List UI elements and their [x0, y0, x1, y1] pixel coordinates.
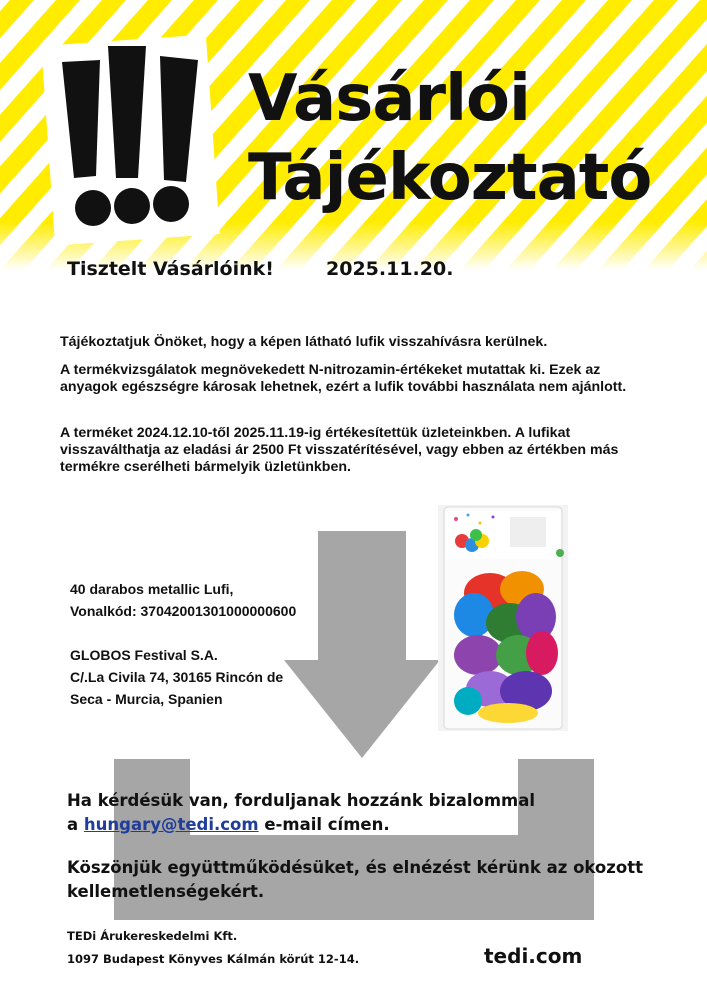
footer-company: TEDi Árukereskedelmi Kft. [67, 929, 238, 943]
greeting: Tisztelt Vásárlóink! [67, 258, 274, 280]
paragraph-reason: A termékvizsgálatok megnövekedett N-nitrozamin-értékeket mutattak ki. Ezek az anyagok egészségre károsak lehetnek, ezért a lufik további használata nem ajánlott. [60, 362, 627, 395]
brand-website: tedi.com [484, 944, 583, 968]
contact-suffix: e-mail címen. [258, 815, 390, 834]
email-link[interactable]: hungary@tedi.com [83, 815, 259, 834]
product-photo [438, 505, 568, 731]
footer-address: 1097 Budapest Könyves Kálmán körút 12-14. [67, 952, 360, 966]
page-title-line1: Vásárlói [248, 62, 530, 136]
paragraph-intro: Tájékoztatjuk Önöket, hogy a képen látható lufik visszahívásra kerülnek. [60, 334, 548, 350]
contact-line1: Ha kérdésük van, forduljanak hozzánk bizalommal [67, 791, 535, 810]
manufacturer-name: GLOBOS Festival S.A. [70, 647, 218, 663]
manufacturer-address-line2: Seca - Murcia, Spanien [70, 691, 223, 707]
thanks-line1: Köszönjük együttműködésüket, és elnézést kérünk az okozott [67, 858, 643, 877]
product-name: 40 darabos metallic Lufi, [70, 581, 234, 597]
thanks-line2: kellemetlenségekért. [67, 882, 265, 901]
notice-date: 2025.11.20. [326, 258, 454, 280]
contact-prefix: a [67, 815, 84, 834]
contact-line2 [67, 813, 390, 837]
manufacturer-address-line1: C/.La Civila 74, 30165 Rincón de [70, 669, 284, 685]
page-title-line2: Tájékoztató [248, 141, 652, 215]
product-barcode: Vonalkód: 37042001301000000600 [70, 603, 297, 619]
paragraph-refund: A terméket 2024.12.10-től 2025.11.19-ig értékesítettük üzleteinkben. A lufikat visszaválthatja az eladási ár 2500 Ft visszatérítésével, vagy ebben az értékben más termékre cserélheti bármelyik üzletünkben. [60, 425, 619, 475]
